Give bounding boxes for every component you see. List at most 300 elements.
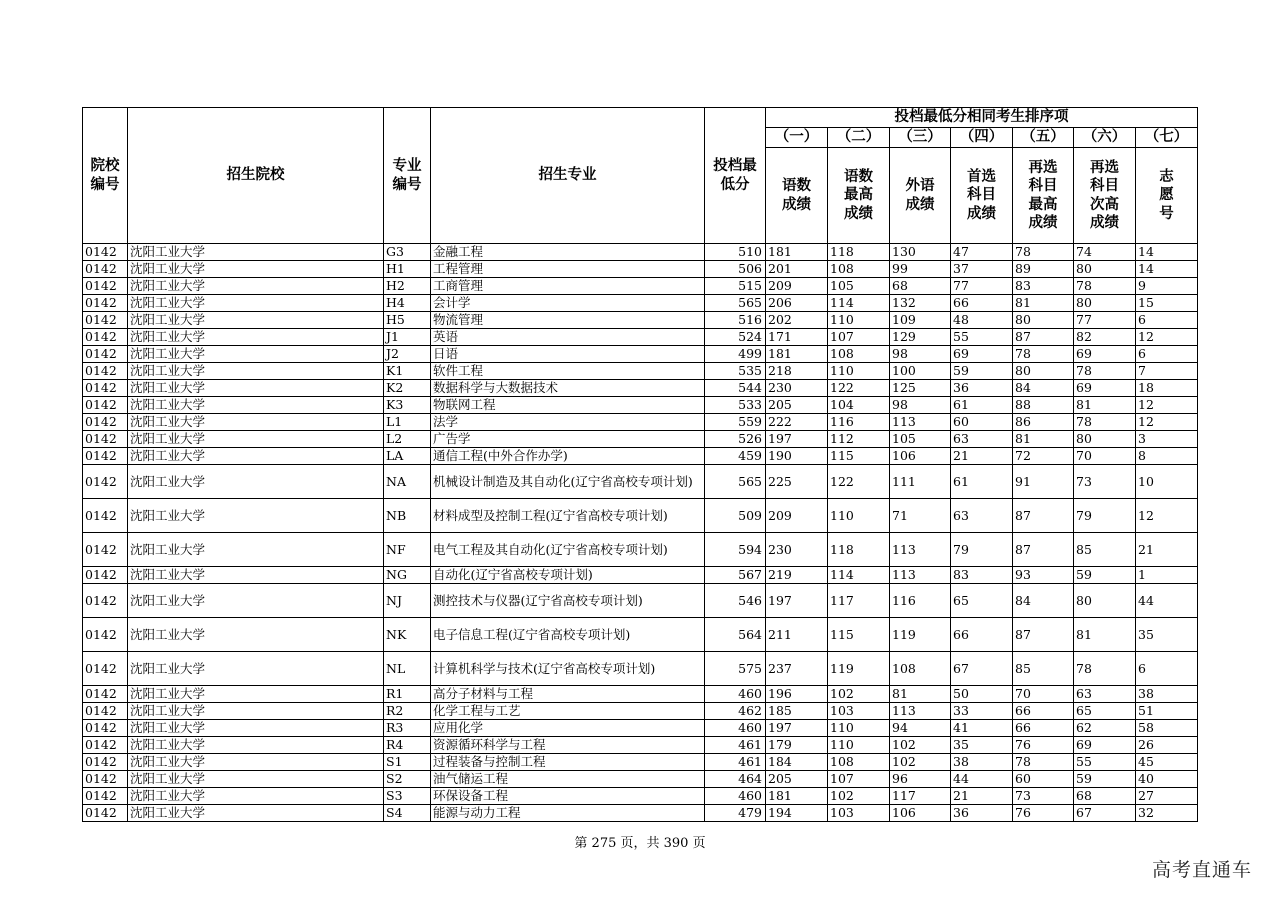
cell-tiebreak-7: 44 xyxy=(1136,584,1198,618)
cell-tiebreak-5: 80 xyxy=(1013,363,1074,380)
cell-min-score: 526 xyxy=(705,431,766,448)
cell-major-code: S2 xyxy=(384,771,431,788)
cell-tiebreak-3: 68 xyxy=(890,278,951,295)
cell-tiebreak-4: 66 xyxy=(951,618,1013,652)
cell-school-name: 沈阳工业大学 xyxy=(128,754,384,771)
cell-tiebreak-1: 196 xyxy=(766,686,828,703)
cell-tiebreak-6: 80 xyxy=(1074,295,1136,312)
cell-min-score: 479 xyxy=(705,805,766,822)
header-major-name: 招生专业 xyxy=(431,108,705,244)
cell-school-code: 0142 xyxy=(83,448,128,465)
cell-tiebreak-4: 79 xyxy=(951,533,1013,567)
cell-major-name: 高分子材料与工程 xyxy=(431,686,705,703)
table-row xyxy=(83,686,1198,703)
cell-tiebreak-3: 98 xyxy=(890,397,951,414)
cell-tiebreak-2: 104 xyxy=(828,397,890,414)
header-tiebreak-label-6-text: 再选科目次高成绩 xyxy=(1090,160,1119,231)
cell-school-code: 0142 xyxy=(83,771,128,788)
cell-major-code: NA xyxy=(384,465,431,499)
cell-tiebreak-3: 125 xyxy=(890,380,951,397)
cell-tiebreak-4: 63 xyxy=(951,499,1013,533)
cell-tiebreak-2: 110 xyxy=(828,363,890,380)
cell-tiebreak-2: 108 xyxy=(828,261,890,278)
cell-major-name: 英语 xyxy=(431,329,705,346)
cell-tiebreak-1: 179 xyxy=(766,737,828,754)
cell-school-name: 沈阳工业大学 xyxy=(128,788,384,805)
cell-tiebreak-3: 117 xyxy=(890,788,951,805)
cell-school-name: 沈阳工业大学 xyxy=(128,720,384,737)
cell-major-name: 材料成型及控制工程(辽宁省高校专项计划) xyxy=(431,499,705,533)
cell-major-name: 测控技术与仪器(辽宁省高校专项计划) xyxy=(431,584,705,618)
cell-tiebreak-6: 59 xyxy=(1074,771,1136,788)
cell-tiebreak-4: 61 xyxy=(951,465,1013,499)
admission-score-table xyxy=(82,107,1198,822)
admission-table-container xyxy=(82,107,1198,822)
header-tiebreak-label-7-text: 志愿号 xyxy=(1159,169,1174,222)
cell-min-score: 564 xyxy=(705,618,766,652)
cell-tiebreak-5: 88 xyxy=(1013,397,1074,414)
cell-tiebreak-2: 118 xyxy=(828,244,890,261)
cell-tiebreak-1: 185 xyxy=(766,703,828,720)
table-row xyxy=(83,618,1198,652)
cell-major-code: H2 xyxy=(384,278,431,295)
cell-school-code: 0142 xyxy=(83,737,128,754)
cell-tiebreak-5: 60 xyxy=(1013,771,1074,788)
cell-school-name: 沈阳工业大学 xyxy=(128,244,384,261)
cell-major-code: H5 xyxy=(384,312,431,329)
table-row xyxy=(83,380,1198,397)
header-tiebreak-label-3 xyxy=(890,148,951,244)
cell-school-code: 0142 xyxy=(83,295,128,312)
table-row xyxy=(83,703,1198,720)
cell-major-name: 工程管理 xyxy=(431,261,705,278)
cell-tiebreak-3: 71 xyxy=(890,499,951,533)
cell-school-name: 沈阳工业大学 xyxy=(128,363,384,380)
cell-school-code: 0142 xyxy=(83,431,128,448)
cell-school-name: 沈阳工业大学 xyxy=(128,618,384,652)
cell-tiebreak-5: 73 xyxy=(1013,788,1074,805)
cell-school-name: 沈阳工业大学 xyxy=(128,567,384,584)
table-row xyxy=(83,295,1198,312)
cell-tiebreak-3: 102 xyxy=(890,737,951,754)
header-major-code xyxy=(384,108,431,244)
cell-tiebreak-6: 70 xyxy=(1074,448,1136,465)
cell-tiebreak-4: 55 xyxy=(951,329,1013,346)
cell-tiebreak-7: 21 xyxy=(1136,533,1198,567)
cell-tiebreak-6: 55 xyxy=(1074,754,1136,771)
cell-tiebreak-6: 59 xyxy=(1074,567,1136,584)
cell-tiebreak-3: 119 xyxy=(890,618,951,652)
cell-school-name: 沈阳工业大学 xyxy=(128,431,384,448)
cell-tiebreak-4: 65 xyxy=(951,584,1013,618)
cell-tiebreak-6: 78 xyxy=(1074,278,1136,295)
header-tiebreak-label-7 xyxy=(1136,148,1198,244)
header-min-score-label: 投档最低分 xyxy=(713,158,757,193)
cell-tiebreak-6: 73 xyxy=(1074,465,1136,499)
cell-tiebreak-5: 87 xyxy=(1013,618,1074,652)
cell-school-code: 0142 xyxy=(83,312,128,329)
cell-tiebreak-1: 184 xyxy=(766,754,828,771)
header-tiebreak-label-2 xyxy=(828,148,890,244)
cell-tiebreak-7: 12 xyxy=(1136,329,1198,346)
table-row xyxy=(83,448,1198,465)
cell-major-name: 金融工程 xyxy=(431,244,705,261)
cell-tiebreak-7: 35 xyxy=(1136,618,1198,652)
cell-tiebreak-3: 81 xyxy=(890,686,951,703)
cell-major-name: 广告学 xyxy=(431,431,705,448)
cell-min-score: 509 xyxy=(705,499,766,533)
cell-tiebreak-4: 41 xyxy=(951,720,1013,737)
cell-tiebreak-2: 114 xyxy=(828,567,890,584)
header-school-code xyxy=(83,108,128,244)
cell-major-code: LA xyxy=(384,448,431,465)
cell-school-name: 沈阳工业大学 xyxy=(128,380,384,397)
cell-tiebreak-5: 78 xyxy=(1013,754,1074,771)
cell-major-name: 化学工程与工艺 xyxy=(431,703,705,720)
cell-tiebreak-1: 206 xyxy=(766,295,828,312)
cell-major-code: R2 xyxy=(384,703,431,720)
cell-tiebreak-4: 66 xyxy=(951,295,1013,312)
cell-tiebreak-3: 113 xyxy=(890,703,951,720)
cell-tiebreak-1: 219 xyxy=(766,567,828,584)
cell-tiebreak-6: 85 xyxy=(1074,533,1136,567)
cell-major-name: 数据科学与大数据技术 xyxy=(431,380,705,397)
table-row xyxy=(83,652,1198,686)
cell-tiebreak-3: 116 xyxy=(890,584,951,618)
table-row xyxy=(83,363,1198,380)
cell-tiebreak-4: 50 xyxy=(951,686,1013,703)
cell-tiebreak-1: 237 xyxy=(766,652,828,686)
cell-tiebreak-4: 63 xyxy=(951,431,1013,448)
cell-tiebreak-6: 80 xyxy=(1074,431,1136,448)
cell-tiebreak-3: 106 xyxy=(890,805,951,822)
cell-school-name: 沈阳工业大学 xyxy=(128,261,384,278)
cell-tiebreak-5: 91 xyxy=(1013,465,1074,499)
cell-tiebreak-5: 76 xyxy=(1013,737,1074,754)
header-tiebreak-label-4 xyxy=(951,148,1013,244)
cell-min-score: 515 xyxy=(705,278,766,295)
cell-min-score: 565 xyxy=(705,465,766,499)
header-tiebreak-label-5 xyxy=(1013,148,1074,244)
cell-major-name: 自动化(辽宁省高校专项计划) xyxy=(431,567,705,584)
cell-tiebreak-2: 110 xyxy=(828,499,890,533)
cell-tiebreak-1: 230 xyxy=(766,380,828,397)
cell-tiebreak-6: 69 xyxy=(1074,346,1136,363)
cell-tiebreak-2: 108 xyxy=(828,754,890,771)
cell-tiebreak-1: 201 xyxy=(766,261,828,278)
cell-tiebreak-6: 81 xyxy=(1074,397,1136,414)
cell-tiebreak-6: 78 xyxy=(1074,652,1136,686)
cell-major-code: J1 xyxy=(384,329,431,346)
table-row xyxy=(83,414,1198,431)
cell-major-name: 应用化学 xyxy=(431,720,705,737)
cell-tiebreak-4: 36 xyxy=(951,805,1013,822)
cell-tiebreak-2: 105 xyxy=(828,278,890,295)
cell-tiebreak-7: 6 xyxy=(1136,346,1198,363)
table-row xyxy=(83,465,1198,499)
cell-tiebreak-4: 21 xyxy=(951,448,1013,465)
cell-tiebreak-4: 37 xyxy=(951,261,1013,278)
cell-tiebreak-2: 112 xyxy=(828,431,890,448)
cell-tiebreak-7: 58 xyxy=(1136,720,1198,737)
cell-tiebreak-3: 111 xyxy=(890,465,951,499)
header-tiebreak-label-1-text: 语数成绩 xyxy=(782,178,811,213)
cell-tiebreak-4: 59 xyxy=(951,363,1013,380)
cell-tiebreak-4: 21 xyxy=(951,788,1013,805)
table-row xyxy=(83,533,1198,567)
cell-tiebreak-6: 74 xyxy=(1074,244,1136,261)
cell-tiebreak-2: 110 xyxy=(828,720,890,737)
cell-tiebreak-6: 82 xyxy=(1074,329,1136,346)
cell-tiebreak-7: 38 xyxy=(1136,686,1198,703)
header-tiebreak-label-2-text: 语数最高成绩 xyxy=(844,169,873,222)
header-tiebreak-label-1 xyxy=(766,148,828,244)
cell-tiebreak-3: 106 xyxy=(890,448,951,465)
cell-tiebreak-1: 197 xyxy=(766,584,828,618)
cell-major-code: R1 xyxy=(384,686,431,703)
cell-tiebreak-1: 181 xyxy=(766,244,828,261)
cell-major-code: NJ xyxy=(384,584,431,618)
cell-tiebreak-4: 33 xyxy=(951,703,1013,720)
cell-tiebreak-2: 119 xyxy=(828,652,890,686)
cell-tiebreak-5: 66 xyxy=(1013,703,1074,720)
cell-min-score: 535 xyxy=(705,363,766,380)
cell-major-name: 日语 xyxy=(431,346,705,363)
cell-tiebreak-5: 80 xyxy=(1013,312,1074,329)
cell-tiebreak-1: 197 xyxy=(766,720,828,737)
cell-school-code: 0142 xyxy=(83,397,128,414)
cell-tiebreak-3: 102 xyxy=(890,754,951,771)
cell-school-code: 0142 xyxy=(83,652,128,686)
cell-tiebreak-2: 114 xyxy=(828,295,890,312)
cell-tiebreak-3: 98 xyxy=(890,346,951,363)
cell-school-name: 沈阳工业大学 xyxy=(128,448,384,465)
cell-major-code: J2 xyxy=(384,346,431,363)
cell-tiebreak-2: 108 xyxy=(828,346,890,363)
cell-major-name: 油气储运工程 xyxy=(431,771,705,788)
cell-min-score: 544 xyxy=(705,380,766,397)
cell-major-code: K1 xyxy=(384,363,431,380)
cell-school-name: 沈阳工业大学 xyxy=(128,533,384,567)
cell-tiebreak-7: 45 xyxy=(1136,754,1198,771)
table-row xyxy=(83,754,1198,771)
table-row xyxy=(83,261,1198,278)
cell-tiebreak-3: 113 xyxy=(890,567,951,584)
table-row xyxy=(83,346,1198,363)
cell-tiebreak-4: 48 xyxy=(951,312,1013,329)
cell-tiebreak-4: 83 xyxy=(951,567,1013,584)
cell-tiebreak-4: 38 xyxy=(951,754,1013,771)
cell-tiebreak-7: 14 xyxy=(1136,261,1198,278)
cell-school-name: 沈阳工业大学 xyxy=(128,397,384,414)
cell-tiebreak-5: 81 xyxy=(1013,295,1074,312)
header-tiebreak-idx-4: （四） xyxy=(951,128,1013,148)
cell-tiebreak-5: 93 xyxy=(1013,567,1074,584)
cell-tiebreak-1: 205 xyxy=(766,771,828,788)
cell-school-code: 0142 xyxy=(83,584,128,618)
header-school-code-label: 院校编号 xyxy=(90,158,120,193)
cell-school-name: 沈阳工业大学 xyxy=(128,686,384,703)
table-row xyxy=(83,720,1198,737)
cell-min-score: 594 xyxy=(705,533,766,567)
cell-tiebreak-7: 6 xyxy=(1136,312,1198,329)
table-row xyxy=(83,278,1198,295)
cell-tiebreak-7: 32 xyxy=(1136,805,1198,822)
cell-tiebreak-3: 113 xyxy=(890,414,951,431)
cell-school-code: 0142 xyxy=(83,278,128,295)
cell-tiebreak-2: 107 xyxy=(828,771,890,788)
cell-tiebreak-2: 103 xyxy=(828,703,890,720)
cell-tiebreak-6: 65 xyxy=(1074,703,1136,720)
cell-school-name: 沈阳工业大学 xyxy=(128,771,384,788)
cell-tiebreak-2: 118 xyxy=(828,533,890,567)
cell-tiebreak-1: 181 xyxy=(766,788,828,805)
cell-school-name: 沈阳工业大学 xyxy=(128,499,384,533)
cell-tiebreak-1: 209 xyxy=(766,499,828,533)
cell-school-code: 0142 xyxy=(83,261,128,278)
cell-min-score: 559 xyxy=(705,414,766,431)
cell-tiebreak-6: 69 xyxy=(1074,380,1136,397)
cell-tiebreak-6: 80 xyxy=(1074,261,1136,278)
cell-tiebreak-5: 87 xyxy=(1013,499,1074,533)
cell-tiebreak-5: 76 xyxy=(1013,805,1074,822)
cell-major-code: L1 xyxy=(384,414,431,431)
cell-tiebreak-2: 102 xyxy=(828,686,890,703)
cell-tiebreak-7: 7 xyxy=(1136,363,1198,380)
cell-min-score: 524 xyxy=(705,329,766,346)
cell-tiebreak-2: 115 xyxy=(828,618,890,652)
cell-school-name: 沈阳工业大学 xyxy=(128,329,384,346)
table-row xyxy=(83,788,1198,805)
cell-tiebreak-7: 1 xyxy=(1136,567,1198,584)
header-tiebreak-idx-7: （七） xyxy=(1136,128,1198,148)
cell-tiebreak-6: 78 xyxy=(1074,363,1136,380)
cell-tiebreak-7: 12 xyxy=(1136,397,1198,414)
cell-school-code: 0142 xyxy=(83,567,128,584)
cell-school-code: 0142 xyxy=(83,329,128,346)
table-row xyxy=(83,329,1198,346)
cell-tiebreak-3: 130 xyxy=(890,244,951,261)
cell-school-code: 0142 xyxy=(83,414,128,431)
cell-school-code: 0142 xyxy=(83,686,128,703)
cell-min-score: 461 xyxy=(705,754,766,771)
cell-tiebreak-1: 205 xyxy=(766,397,828,414)
cell-school-name: 沈阳工业大学 xyxy=(128,737,384,754)
cell-tiebreak-4: 47 xyxy=(951,244,1013,261)
cell-tiebreak-6: 63 xyxy=(1074,686,1136,703)
cell-tiebreak-7: 15 xyxy=(1136,295,1198,312)
cell-major-code: NK xyxy=(384,618,431,652)
header-tiebreak-label-6 xyxy=(1074,148,1136,244)
cell-tiebreak-1: 211 xyxy=(766,618,828,652)
cell-tiebreak-3: 132 xyxy=(890,295,951,312)
cell-tiebreak-5: 66 xyxy=(1013,720,1074,737)
cell-school-name: 沈阳工业大学 xyxy=(128,346,384,363)
cell-tiebreak-4: 77 xyxy=(951,278,1013,295)
cell-tiebreak-7: 26 xyxy=(1136,737,1198,754)
cell-tiebreak-6: 81 xyxy=(1074,618,1136,652)
cell-school-code: 0142 xyxy=(83,380,128,397)
table-row xyxy=(83,737,1198,754)
cell-major-code: NF xyxy=(384,533,431,567)
table-row xyxy=(83,397,1198,414)
page-footer: 第 275 页，共 390 页 xyxy=(574,836,706,851)
cell-tiebreak-7: 8 xyxy=(1136,448,1198,465)
cell-major-code: R3 xyxy=(384,720,431,737)
header-tiebreak-idx-3: （三） xyxy=(890,128,951,148)
header-tiebreak-idx-2: （二） xyxy=(828,128,890,148)
cell-tiebreak-2: 107 xyxy=(828,329,890,346)
cell-tiebreak-6: 77 xyxy=(1074,312,1136,329)
cell-tiebreak-1: 190 xyxy=(766,448,828,465)
cell-min-score: 462 xyxy=(705,703,766,720)
cell-tiebreak-3: 94 xyxy=(890,720,951,737)
cell-school-code: 0142 xyxy=(83,618,128,652)
cell-tiebreak-5: 87 xyxy=(1013,533,1074,567)
cell-major-code: K3 xyxy=(384,397,431,414)
cell-tiebreak-5: 72 xyxy=(1013,448,1074,465)
cell-major-name: 能源与动力工程 xyxy=(431,805,705,822)
cell-tiebreak-4: 44 xyxy=(951,771,1013,788)
cell-tiebreak-3: 105 xyxy=(890,431,951,448)
header-major-code-label: 专业编号 xyxy=(392,158,422,193)
cell-school-code: 0142 xyxy=(83,499,128,533)
cell-tiebreak-1: 181 xyxy=(766,346,828,363)
cell-tiebreak-1: 218 xyxy=(766,363,828,380)
cell-tiebreak-7: 10 xyxy=(1136,465,1198,499)
header-tiebreak-idx-1: （一） xyxy=(766,128,828,148)
cell-tiebreak-6: 78 xyxy=(1074,414,1136,431)
cell-tiebreak-3: 109 xyxy=(890,312,951,329)
cell-tiebreak-3: 100 xyxy=(890,363,951,380)
cell-tiebreak-6: 68 xyxy=(1074,788,1136,805)
cell-major-name: 会计学 xyxy=(431,295,705,312)
cell-tiebreak-5: 70 xyxy=(1013,686,1074,703)
cell-school-name: 沈阳工业大学 xyxy=(128,703,384,720)
cell-major-name: 过程装备与控制工程 xyxy=(431,754,705,771)
cell-min-score: 459 xyxy=(705,448,766,465)
cell-major-code: L2 xyxy=(384,431,431,448)
cell-tiebreak-2: 103 xyxy=(828,805,890,822)
cell-tiebreak-2: 122 xyxy=(828,465,890,499)
header-tiebreak-idx-5: （五） xyxy=(1013,128,1074,148)
table-row xyxy=(83,771,1198,788)
cell-major-code: H4 xyxy=(384,295,431,312)
table-row xyxy=(83,244,1198,261)
cell-tiebreak-1: 222 xyxy=(766,414,828,431)
header-school-name: 招生院校 xyxy=(128,108,384,244)
cell-tiebreak-2: 117 xyxy=(828,584,890,618)
cell-tiebreak-1: 194 xyxy=(766,805,828,822)
cell-tiebreak-2: 110 xyxy=(828,312,890,329)
header-tiebreak-label-4-text: 首选科目成绩 xyxy=(967,169,996,222)
cell-tiebreak-4: 67 xyxy=(951,652,1013,686)
cell-tiebreak-7: 12 xyxy=(1136,499,1198,533)
cell-major-name: 电气工程及其自动化(辽宁省高校专项计划) xyxy=(431,533,705,567)
cell-school-name: 沈阳工业大学 xyxy=(128,584,384,618)
cell-major-code: S3 xyxy=(384,788,431,805)
cell-tiebreak-7: 18 xyxy=(1136,380,1198,397)
cell-tiebreak-6: 67 xyxy=(1074,805,1136,822)
cell-school-code: 0142 xyxy=(83,363,128,380)
cell-tiebreak-7: 12 xyxy=(1136,414,1198,431)
cell-major-name: 工商管理 xyxy=(431,278,705,295)
cell-tiebreak-3: 96 xyxy=(890,771,951,788)
cell-tiebreak-7: 27 xyxy=(1136,788,1198,805)
cell-tiebreak-3: 108 xyxy=(890,652,951,686)
cell-tiebreak-4: 60 xyxy=(951,414,1013,431)
cell-tiebreak-2: 122 xyxy=(828,380,890,397)
